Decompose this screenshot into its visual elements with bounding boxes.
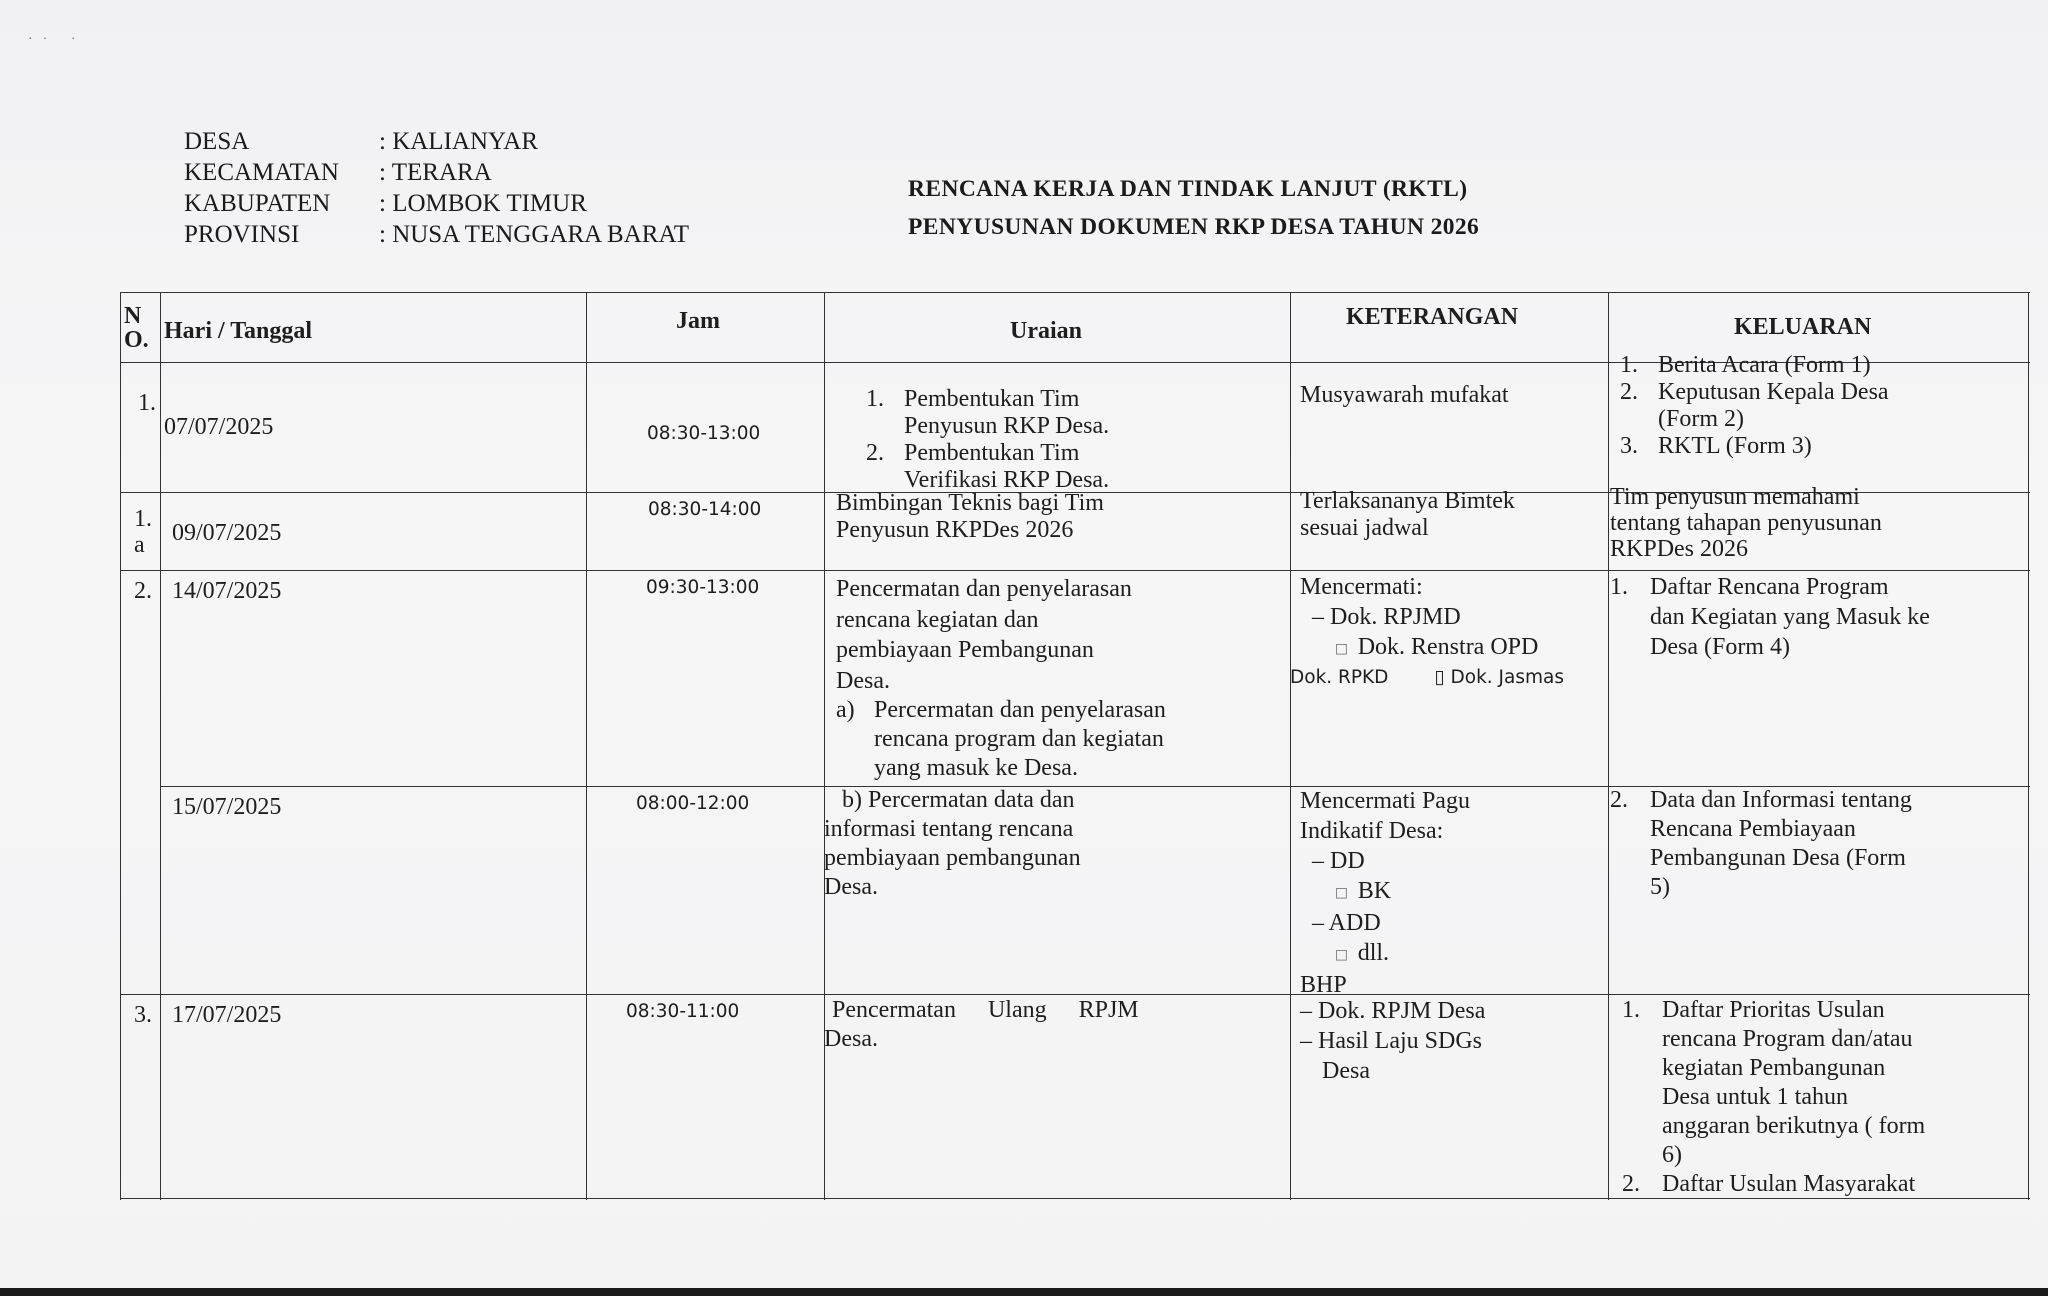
list-number: 1. xyxy=(1620,352,1638,378)
list-text: 5) xyxy=(1650,874,1670,900)
rktl-table xyxy=(120,292,2030,1200)
header-output: KELUARAN xyxy=(1734,314,1872,340)
list-item xyxy=(866,440,1109,467)
row-description xyxy=(824,996,1139,1054)
description-line: Pencermatan Ulang RPJM xyxy=(832,997,1139,1023)
remarks-line: Terlaksananya Bimtek xyxy=(1300,488,1515,514)
checkbox-glyph-icon: □ xyxy=(1336,944,1358,965)
list-text: yang masuk ke Desa. xyxy=(874,755,1078,781)
row-date: 14/07/2025 xyxy=(172,578,282,604)
list-item xyxy=(1620,352,1889,379)
list-number: 2. xyxy=(1622,1171,1640,1197)
row-date: 07/07/2025 xyxy=(164,414,274,440)
remarks-text: Dok. RPKD xyxy=(1290,667,1389,688)
row-divider xyxy=(120,994,2030,995)
list-text: Daftar Usulan Masyarakat xyxy=(1662,1171,1916,1197)
list-text: anggaran berikutnya ( form xyxy=(1662,1113,1926,1139)
output-line: Tim penyusun memahami xyxy=(1610,484,1860,510)
remarks-line: BHP xyxy=(1300,972,1347,998)
list-text: Desa untuk 1 tahun xyxy=(1662,1084,1848,1110)
remarks-line: – Hasil Laju SDGs xyxy=(1300,1028,1482,1054)
header-time: Jam xyxy=(676,308,720,334)
list-text: kegiatan Pembangunan xyxy=(1662,1055,1886,1081)
info-value: : LOMBOK TIMUR xyxy=(379,190,587,217)
scan-specks: ·· · xyxy=(28,32,86,47)
row-remarks xyxy=(1300,572,1538,664)
remarks-line: – Dok. RPJMD xyxy=(1312,604,1461,630)
table-border xyxy=(120,292,2030,293)
row-time: 08:00-12:00 xyxy=(636,793,750,814)
row-time: 08:30-11:00 xyxy=(626,1001,740,1022)
row-description xyxy=(836,490,1104,544)
list-number: 1. xyxy=(866,386,884,412)
list-item xyxy=(1610,572,1930,602)
list-text: RKTL (Form 3) xyxy=(1658,433,1812,459)
header-no-part: O. xyxy=(124,327,149,353)
remarks-line: – DD xyxy=(1312,848,1365,874)
row-no: 2. xyxy=(134,578,152,604)
row-output xyxy=(1622,996,1925,1199)
description-line: Penyusun RKPDes 2026 xyxy=(836,517,1074,543)
list-text: Daftar Prioritas Usulan xyxy=(1662,997,1885,1023)
list-number: 1. xyxy=(1610,574,1628,600)
row-date: 17/07/2025 xyxy=(172,1002,282,1028)
description-line: informasi tentang rencana xyxy=(824,816,1074,842)
list-number: 1. xyxy=(1622,997,1640,1023)
list-text: 6) xyxy=(1662,1142,1682,1168)
row-no: 3. xyxy=(134,1002,152,1028)
remarks-line: Mencermati: xyxy=(1300,574,1423,600)
list-text: Daftar Rencana Program xyxy=(1650,574,1889,600)
list-text: Verifikasi RKP Desa. xyxy=(904,467,1110,493)
remarks-line: Indikatif Desa: xyxy=(1300,818,1444,844)
list-text: Percermatan dan penyelarasan xyxy=(874,697,1166,723)
row-date: 15/07/2025 xyxy=(172,794,282,820)
list-item xyxy=(1610,786,1912,815)
remarks-text: BK xyxy=(1357,878,1392,904)
column-divider xyxy=(160,292,161,1200)
row-remarks xyxy=(1300,786,1470,1000)
output-line: RKPDes 2026 xyxy=(1610,536,1749,562)
list-text: Pembentukan Tim xyxy=(904,386,1080,412)
list-number: 2. xyxy=(1610,787,1628,813)
list-item xyxy=(836,696,1166,725)
row-output xyxy=(1610,572,1930,662)
info-row-provinsi xyxy=(184,219,689,250)
list-letter: a) xyxy=(836,697,855,723)
checkbox-glyph-icon: □ xyxy=(1336,638,1358,659)
info-label: PROVINSI xyxy=(184,221,300,248)
remarks-line xyxy=(1300,876,1470,908)
list-number: 2. xyxy=(1620,379,1638,405)
row-output xyxy=(1610,786,1912,902)
row-remarks-extra xyxy=(1290,664,1564,691)
row-description xyxy=(836,574,1166,783)
list-text: rencana Program dan/atau xyxy=(1662,1026,1913,1052)
remarks-line: – ADD xyxy=(1312,910,1381,936)
header-remarks: KETERANGAN xyxy=(1346,304,1519,330)
list-text: Berita Acara (Form 1) xyxy=(1658,352,1871,378)
row-no-part: 1. xyxy=(134,506,152,532)
row-no xyxy=(134,506,152,558)
remarks-line: Mencermati Pagu xyxy=(1300,788,1470,814)
row-output xyxy=(1610,484,1882,562)
description-line: pembiayaan Pembangunan xyxy=(836,637,1094,663)
list-text: Keputusan Kepala Desa xyxy=(1658,379,1889,405)
list-item xyxy=(1622,1170,1925,1199)
row-output xyxy=(1620,352,1889,460)
column-divider xyxy=(1290,292,1291,1200)
row-time: 08:30-13:00 xyxy=(647,423,761,444)
list-text: Data dan Informasi tentang xyxy=(1650,787,1912,813)
column-divider xyxy=(1608,292,1609,1200)
remarks-text: ▯ Dok. Jasmas xyxy=(1434,667,1564,688)
remarks-line xyxy=(1300,632,1538,664)
info-label: DESA xyxy=(184,128,250,155)
list-text: Desa (Form 4) xyxy=(1650,634,1790,660)
column-divider xyxy=(586,292,587,1200)
row-time: 08:30-14:00 xyxy=(648,499,762,520)
list-number: 2. xyxy=(866,440,884,466)
remarks-line: Desa xyxy=(1322,1058,1370,1084)
row-remarks xyxy=(1300,996,1485,1086)
description-line: Desa. xyxy=(824,874,878,900)
list-text: rencana program dan kegiatan xyxy=(874,726,1164,752)
list-item xyxy=(866,386,1109,413)
header-date: Hari / Tanggal xyxy=(164,318,313,344)
info-row-kecamatan xyxy=(184,157,689,188)
list-text: Pembentukan Tim xyxy=(904,440,1080,466)
list-text: dan Kegiatan yang Masuk ke xyxy=(1650,604,1930,630)
village-info xyxy=(184,126,689,250)
list-text: Rencana Pembiayaan xyxy=(1650,816,1856,842)
list-item xyxy=(1620,379,1889,406)
info-value: : KALIANYAR xyxy=(379,128,539,155)
header-description: Uraian xyxy=(1010,318,1082,344)
header-no xyxy=(124,304,149,352)
description-line: Desa. xyxy=(836,667,890,694)
description-line: b) Percermatan data dan xyxy=(842,787,1075,813)
title-line-1: RENCANA KERJA DAN TINDAK LANJUT (RKTL) xyxy=(908,176,1468,202)
checkbox-glyph-icon: □ xyxy=(1336,882,1358,903)
row-description xyxy=(824,786,1081,902)
list-item xyxy=(1620,433,1889,460)
description-line: rencana kegiatan dan xyxy=(836,606,1039,633)
row-no-part: a xyxy=(134,532,145,558)
row-remarks xyxy=(1300,488,1515,542)
info-row-desa xyxy=(184,126,689,157)
remarks-line xyxy=(1300,938,1470,970)
remarks-text: dll. xyxy=(1357,940,1390,966)
description-line: Pencermatan dan penyelarasan xyxy=(836,576,1132,602)
remarks-text: Dok. Renstra OPD xyxy=(1357,634,1539,660)
table-border xyxy=(2028,292,2029,1200)
description-line: Desa. xyxy=(824,1026,878,1052)
info-row-kabupaten xyxy=(184,188,689,219)
row-description xyxy=(866,386,1109,494)
column-divider xyxy=(824,292,825,1200)
list-text: Pembangunan Desa (Form xyxy=(1650,845,1906,871)
scan-edge xyxy=(0,1288,2048,1296)
description-line: pembiayaan pembangunan xyxy=(824,845,1081,871)
title-line-2: PENYUSUNAN DOKUMEN RKP DESA TAHUN 2026 xyxy=(908,214,1480,240)
description-line: Bimbingan Teknis bagi Tim xyxy=(836,490,1104,516)
list-number: 3. xyxy=(1620,433,1638,459)
list-text: Penyusun RKP Desa. xyxy=(904,413,1110,439)
table-border xyxy=(120,292,121,1200)
row-remarks: Musyawarah mufakat xyxy=(1300,382,1509,408)
remarks-line: sesuai jadwal xyxy=(1300,515,1429,541)
info-value: : TERARA xyxy=(379,159,492,186)
info-value: : NUSA TENGGARA BARAT xyxy=(379,221,689,248)
info-label: KECAMATAN xyxy=(184,159,339,186)
row-no: 1. xyxy=(138,390,156,416)
header-no-part: N xyxy=(124,303,142,329)
remarks-line: – Dok. RPJM Desa xyxy=(1300,998,1486,1024)
row-time: 09:30-13:00 xyxy=(646,577,760,598)
document-title xyxy=(908,170,1479,246)
list-text: (Form 2) xyxy=(1658,406,1744,432)
list-item xyxy=(1622,996,1925,1025)
output-line: tentang tahapan penyusunan xyxy=(1610,510,1882,536)
row-divider xyxy=(120,570,2030,571)
info-label: KABUPATEN xyxy=(184,190,331,217)
row-date: 09/07/2025 xyxy=(172,520,282,546)
